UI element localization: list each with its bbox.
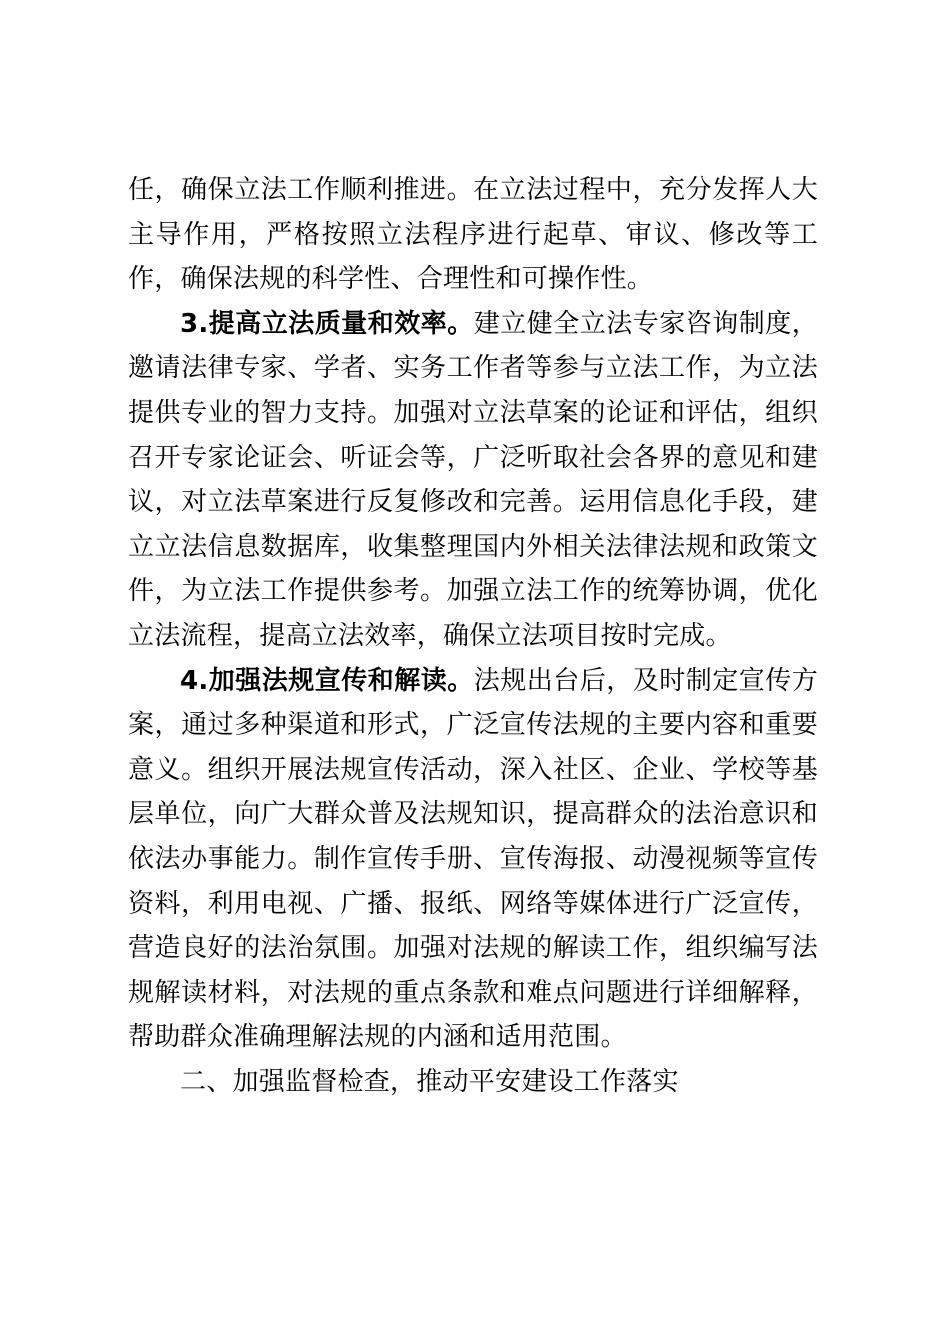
item-4-text: 法规出台后，及时制定宣传方案，通过多种渠道和形式，广泛宣传法规的主要内容和重要意义。组织开展法规宣传活动，深入社区、企业、学校等基层单位，向广大群众普及法规知识，提高群众的法治意识和依法办事能力。制作宣传手册、宣传海报、动漫视频等宣传资料，利用电视、广播、报纸、网络等媒体进行广泛宣传，营造良好的法治氛围。加强对法规的解读工作，组织编写法规解读材料，对法规的重点条款和难点问题进行详细解释，帮助群众准确理解法规的内涵和适用范围。 — [128, 665, 818, 1053]
item-3-heading: 3.提高立法质量和效率。 — [180, 308, 474, 339]
item-3-text: 建立健全立法专家咨询制度，邀请法律专家、学者、实务工作者等参与立法工作，为立法提供专业的智力支持。加强对立法草案的论证和评估，组织召开专家论证会、听证会等，广泛听取社会各界的意见和建议，对立法草案进行反复修改和完善。运用信息化手段，建立立法信息数据库，收集整理国内外相关法律法规和政策文件，为立法工作提供参考。加强立法工作的统筹协调，优化立法流程，提高立法效率，确保立法项目按时完成。 — [128, 308, 818, 651]
paragraph-continuation — [128, 168, 818, 302]
item-4-heading: 4.加强法规宣传和解读。 — [180, 665, 474, 696]
document-body — [128, 168, 818, 1104]
paragraph-item-3 — [128, 302, 818, 659]
section-heading: 二、加强监督检查，推动平安建设工作落实 — [180, 1066, 679, 1097]
paragraph-item-4 — [128, 659, 818, 1060]
paragraph-text: 任，确保立法工作顺利推进。在立法过程中，充分发挥人大主导作用，严格按照立法程序进行起草、审议、修改等工作，确保法规的科学性、合理性和可操作性。 — [128, 175, 818, 295]
